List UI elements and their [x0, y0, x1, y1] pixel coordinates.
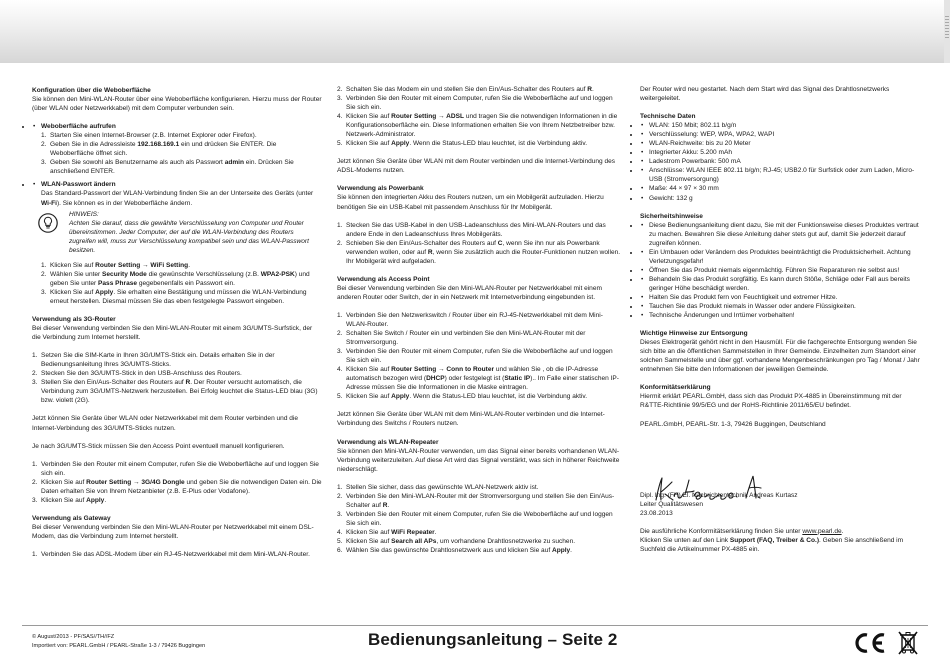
- page-title: Bedienungsanleitung – Seite 2: [368, 630, 618, 649]
- section-title-powerbank: Verwendung als Powerbank: [337, 185, 424, 193]
- section-text: Sie können den Mini-WLAN-Router verwenden, um das Signal einer bereits vorhandenen WLAN-Verbindung weiterzuleiten. Auf diese Art wird das Signal verstärkt, was sich in höherer Reichweite niederschlägt.: [337, 447, 620, 473]
- section-title-sicherheitshinweise: Sicherheitshinweise: [640, 212, 703, 220]
- list-item: • • Behandeln Sie das Produkt sorgfältig. Es kann durch Stöße, Schläge oder Fall aus bereits geringer Höhe beschädigt werden.: [640, 275, 922, 293]
- list-item: 1. Verbinden Sie den Netzwerkswitch / Router über ein RJ-45-Netzwerkkabel mit dem Mini-WLAN-Router.: [337, 311, 603, 328]
- list-item: • • Integrierter Akku: 5.200 mAh: [640, 148, 922, 157]
- signature-date: 23.08.2013: [640, 509, 673, 517]
- section-title-entsorgung: Wichtige Hinweise zur Entsorgung: [640, 330, 748, 338]
- list-item: 2. Schieben Sie den Ein/Aus-Schalter des Routers auf C, wenn Sie ihn nur als Powerbank verwenden wollen, oder auf R, wenn Sie zusätzlich auch die Router-Funktionen nutzen wollen. Ihr Mobilgerät wird aufgeladen.: [337, 239, 621, 265]
- lightbulb-icon: [38, 213, 58, 233]
- ce-mark-icon: [853, 632, 887, 654]
- section-text: Der Router wird neu gestartet. Nach dem Start wird das Signal des Drahtlosnetzwerks weitergeleitet.: [640, 86, 890, 103]
- bullet-wlan-passwort: • • WLAN-Passwort ändern: [32, 180, 322, 189]
- list-item: • • Gewicht: 132 g: [640, 194, 922, 203]
- section-title-access-point: Verwendung als Access Point: [337, 275, 430, 283]
- list-item: 2. Schalten Sie Switch / Router ein und verbinden Sie den Mini-WLAN-Router mit der Stromversorgung.: [337, 330, 586, 347]
- list-item: 1. Starten Sie einen Internet-Browser (z.B. Internet Explorer oder Firefox).: [41, 132, 257, 140]
- list-item: 5. Klicken Sie auf Apply. Wenn die Status-LED blau leuchtet, ist die Verbindung aktiv.: [337, 393, 588, 401]
- list-item: 1. Klicken Sie auf Router Setting → WiFi Setting.: [41, 261, 191, 269]
- section-text: Jetzt können Sie Geräte über WLAN mit dem Router verbinden und die Internet-Verbindung des ADSL-Modems nutzen.: [337, 158, 616, 175]
- list-item: 3. Verbinden Sie den Router mit einem Computer, rufen Sie die Weboberfläche auf und loggen Sie sich ein.: [337, 95, 613, 112]
- list-item: 3. Stellen Sie den Ein/Aus-Schalter des Routers auf R. Der Router versucht automatisch, die Verbindung zum 3G/UMTS-Netzwerk herzustellen. Bei Erfolg leuchtet die Status-LED blau (3G) bzw. violett (2G).: [32, 379, 318, 405]
- list-item: • • Verschlüsselung: WEP, WPA, WPA2, WAPI: [640, 130, 922, 139]
- section-text: Hiermit erklärt PEARL.GmbH, dass sich das Produkt PX-4885 in Übereinstimmung mit der R&TTE-Richtlinie 99/5/EG und der RoHS-Richtlinie 2011/65/EU befindet.: [640, 393, 902, 410]
- list-item: 2. Wählen Sie unter Security Mode die gewünschte Verschlüsselung (z.B. WPA2-PSK) und geben Sie unter Pass Phrase gegebenenfalls ein Passwort ein.: [41, 270, 310, 287]
- importer: Importiert von: PEARL.GmbH / PEARL-Straße 1-3 / 79426 Buggingen: [32, 642, 206, 649]
- hint-text: Achten Sie darauf, dass die gewählte Verschlüsselung von Computer und Router übereinstimmen. Jeder Computer, der auf die WLAN-Verbindung des Routers zugreifen will, muss zur Verschlüsselung kompatibel sein und das WLAN-Passwort besitzen.: [69, 219, 309, 254]
- list-item: • • Tauchen Sie das Produkt niemals in Wasser oder andere Flüssigkeiten.: [640, 302, 922, 311]
- list-item: 1. Verbinden Sie den Router mit einem Computer, rufen Sie die Weboberfläche auf und loggen Sie sich ein.: [32, 460, 319, 477]
- section-title-3g-router: Verwendung als 3G-Router: [32, 316, 116, 324]
- wlan-passwort-text: Das Standard-Passwort der WLAN-Verbindung finden Sie an der Unterseite des Geräts (unter Wi-Fi). Sie können es in der Weboberfläche ändern.: [41, 190, 314, 207]
- list-item: • • Ladestrom Powerbank: 500 mA: [640, 157, 922, 166]
- list-item: • • Diese Bedienungsanleitung dient dazu, Sie mit der Funktionsweise dieses Produktes vertraut zu machen. Bewahren Sie diese Anleitung daher stets gut auf, damit Sie jederzeit darauf zugreifen können.: [640, 221, 922, 248]
- list-item: 3. Verbinden Sie den Router mit einem Computer, rufen Sie die Weboberfläche auf und loggen Sie sich ein.: [337, 510, 613, 527]
- handwritten-signature: [650, 470, 770, 506]
- section-title-technische-daten: Technische Daten: [640, 113, 696, 121]
- list-item: 1. Stecken Sie das USB-Kabel in den USB-Ladeanschluss des Mini-WLAN-Routers und das andere Ende in den Ladeanschluss Ihres Mobilgeräts.: [337, 221, 606, 238]
- hint-title: HINWEIS:: [69, 210, 99, 218]
- list-item: 3. Klicken Sie auf Apply. Sie erhalten eine Bestätigung und müssen die WLAN-Verbindung erneut herstellen. Diesmal müssen Sie das eben festgelegte Passwort eingeben.: [41, 288, 307, 305]
- list-item: 1. Setzen Sie die SIM-Karte in Ihren 3G/UMTS-Stick ein. Details erhalten Sie in der Bedienungsanleitung Ihres 3G/UMTS-Sticks.: [32, 352, 275, 369]
- section-title-repeater: Verwendung als WLAN-Repeater: [337, 438, 439, 446]
- list-item: 2. Stecken Sie den 3G/UMTS-Stick in den USB-Anschluss des Routers.: [32, 370, 242, 378]
- bullet-weboberflaeche-aufrufen: • • Weboberfläche aufrufen: [32, 122, 322, 131]
- section-text: Sie können den Mini-WLAN-Router über eine Weboberfläche konfigurieren. Hierzu muss der Router (über WLAN oder Netzwerkkabel) mit dem Computer verbunden sein.: [32, 96, 322, 113]
- section-text: Sie können den integrierten Akku des Routers nutzen, um ein Mobilgerät aufzuladen. Hierzu benötigen Sie ein USB-Kabel mit passendem Anschluss für Ihr Mobilgerät.: [337, 194, 604, 211]
- list-item: 2. Geben Sie in die Adressleiste 192.168.169.1 ein und drücken Sie ENTER. Die Weboberfläche öffnet sich.: [41, 141, 277, 158]
- list-item: 3. Geben Sie sowohl als Benutzername als auch als Passwort admin ein. Drücken Sie anschließend ENTER.: [41, 159, 294, 176]
- section-text: Jetzt können Sie Geräte über WLAN oder Netzwerkkabel mit dem Router verbinden und die Internet-Verbindung des 3G/UMTS-Sticks nutzen.: [32, 415, 299, 432]
- section-text: Dieses Elektrogerät gehört nicht in den Hausmüll. Für die fachgerechte Entsorgung wenden Sie sich bitte an die öffentlichen Sammelstellen in Ihrer Gemeinde. Einzelheiten zum Standort einer solchen Sammelstelle und über ggf. vorhandene Mengenbeschränkungen pro Tag / Monat / Jahr entnehmen Sie bitte den Informationen der jeweiligen Gemeinde.: [640, 339, 920, 374]
- section-text: Bei dieser Verwendung verbinden Sie den Mini-WLAN-Router per Netzwerkkabel mit einem DSL-Modem, das die Verbindung zum Internet herstellt.: [32, 523, 314, 540]
- list-item: • • Anschlüsse: WLAN IEEE 802.11 b/g/n; RJ-45; USB2.0 für Surfstick oder zum Laden, Micro-USB (Stromversorgung): [640, 166, 922, 184]
- hint-box: [32, 210, 322, 255]
- footer-info: [32, 633, 205, 650]
- list-item: 1. Verbinden Sie das ADSL-Modem über ein RJ-45-Netzwerkkabel mit dem Mini-WLAN-Router.: [32, 550, 310, 558]
- list-item: • • WLAN: 150 Mbit; 802.11 b/g/n: [640, 121, 922, 130]
- list-item: • • Technische Änderungen und Irrtümer vorbehalten!: [640, 311, 922, 320]
- footer-rule: [22, 625, 928, 626]
- column-2: [337, 85, 621, 555]
- list-item: • • Halten Sie das Produkt fern von Feuchtigkeit und extremer Hitze.: [640, 293, 922, 302]
- list-item: 2. Klicken Sie auf Router Setting → 3G/4G Dongle und geben Sie die notwendigen Daten ein. Die Daten erhalten Sie von Ihrem Netzanbieter (z.B. E-Plus oder Vodafone).: [32, 478, 322, 495]
- list-item: 1. Stellen Sie sicher, dass das gewünschte WLAN-Netzwerk aktiv ist.: [337, 483, 539, 491]
- list-item: 4. Klicken Sie auf Router Setting → ADSL und tragen Sie die notwendigen Informationen in die Konfigurationsoberfläche ein. Diese Informationen erhalten Sie von Ihrem Netzbetreiber bzw. Netzwerk-Administrator.: [337, 113, 618, 139]
- list-item: 5. Klicken Sie auf Apply. Wenn die Status-LED blau leuchtet, ist die Verbindung aktiv.: [337, 140, 588, 148]
- section-text: Bei dieser Verwendung verbinden Sie den Mini-WLAN-Router per Netzwerkkabel mit einem anderen Router oder Switch, der in ein Netzwerk mit Internetverbindung eingebunden ist.: [337, 284, 602, 301]
- list-item: • • Öffnen Sie das Produkt niemals eigenmächtig. Führen Sie Reparaturen nie selbst aus!: [640, 266, 922, 275]
- section-title-konformitaet: Konformitätserklärung: [640, 384, 711, 392]
- signatory-name: Dipl. Ing. (FH) El. Nachrichtentechnik Andreas Kurtasz: [640, 491, 798, 499]
- list-item: 2. Verbinden Sie den Mini-WLAN-Router mit der Stromversorgung und stellen Sie den Ein/Aus-Schalter auf R.: [337, 492, 615, 509]
- online-info-2: Klicken Sie unten auf den Link Support (FAQ, Treiber & Co.). Geben Sie anschließend im Suchfeld die Artikelnummer PX-4885 ein.: [640, 536, 904, 553]
- list-item: 5. Klicken Sie auf Search all APs, um vorhandene Drahtlosnetzwerke zu suchen.: [337, 537, 576, 545]
- section-text: Jetzt können Sie Geräte über WLAN mit dem Mini-WLAN-Router verbinden und die Internet-Verbindung des Switchs / Routers nutzen.: [337, 411, 605, 428]
- online-info-1: Die ausführliche Konformitätserklärung finden Sie unter www.pearl.de.: [640, 527, 844, 535]
- column-1: [32, 86, 322, 559]
- header-band: [0, 0, 950, 63]
- section-note: Je nach 3G/UMTS-Stick müssen Sie den Access Point eventuell manuell konfigurieren.: [32, 442, 285, 450]
- list-item: 4. Klicken Sie auf WiFi Repeater.: [337, 528, 437, 536]
- pearl-link[interactable]: www.pearl.de: [802, 527, 842, 535]
- signatory-role: Leiter Qualitätswesen: [640, 500, 703, 508]
- list-item: 3. Verbinden Sie den Router mit einem Computer, rufen Sie die Weboberfläche auf und loggen Sie sich ein.: [337, 348, 613, 365]
- list-item: • • WLAN-Reichweite: bis zu 20 Meter: [640, 139, 922, 148]
- list-item: • • Ein Umbauen oder Verändern des Produktes beeinträchtigt die Produktsicherheit. Achtung Verletzungsgefahr!: [640, 248, 922, 266]
- list-item: 2. Schalten Sie das Modem ein und stellen Sie den Ein/Aus-Schalter des Routers auf R.: [337, 86, 594, 93]
- copyright: © August/2013 - PF/SAS//TH//FZ: [32, 634, 115, 640]
- section-title-gateway: Verwendung als Gateway: [32, 514, 111, 522]
- page-edge-marks: [944, 0, 950, 63]
- weee-crossed-bin-icon: [897, 630, 919, 656]
- section-text: Bei dieser Verwendung verbinden Sie den Mini-WLAN-Router mit einem 3G/UMTS-Surfstick, der die Verbindung zum Internet herstellt.: [32, 325, 313, 342]
- section-title-weboberflaeche: Konfiguration über die Weboberfläche: [32, 87, 151, 94]
- company-address: PEARL.GmbH, PEARL-Str. 1-3, 79426 Buggingen, Deutschland: [640, 420, 826, 428]
- list-item: • • Maße: 44 × 97 × 30 mm: [640, 184, 922, 193]
- list-item: 6. Wählen Sie das gewünschte Drahtlosnetzwerk aus und klicken Sie auf Apply.: [337, 547, 572, 555]
- list-item: 3. Klicken Sie auf Apply.: [32, 496, 107, 504]
- list-item: 4. Klicken Sie auf Router Setting → Conn to Router und wählen Sie , ob die IP-Adresse automatisch bezogen wird (DHCP) oder festgelegt ist (Static IP).. Im Falle einer statischen IP-Adresse müssen Sie die Informationen in die Maske eintragen.: [337, 366, 619, 392]
